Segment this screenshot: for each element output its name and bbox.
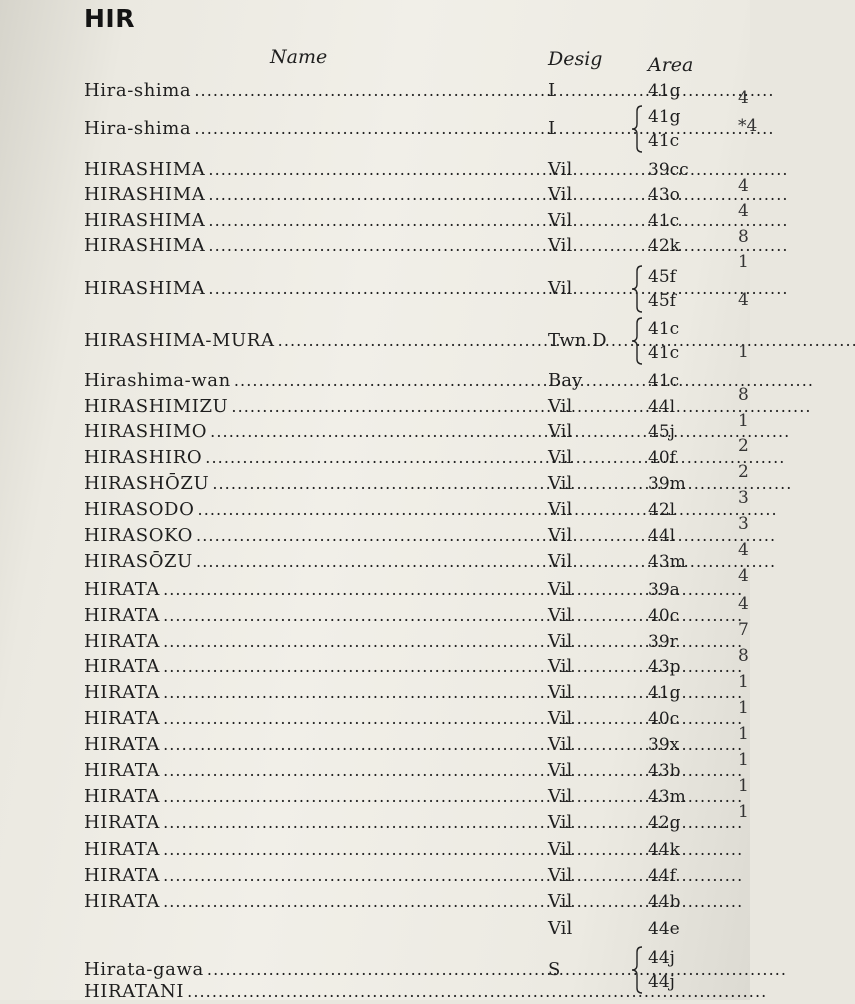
entry-area-group xyxy=(648,105,681,153)
cut-off-column-fragment: *4 xyxy=(738,116,758,136)
entry-area: 42l xyxy=(648,500,676,520)
entry-name: HIRATA . . . xyxy=(84,733,524,757)
entry-name: HIRASHIMA . . . xyxy=(84,158,524,182)
entry-designation: I xyxy=(548,118,556,139)
entry-name: HIRASODO . . . xyxy=(84,498,524,522)
cut-off-column-fragment: 2 xyxy=(738,436,749,456)
entry-name: HIRATA . . . xyxy=(84,864,524,888)
cut-off-column-fragment: 1 xyxy=(738,750,749,770)
entry-designation: Twn D xyxy=(548,330,607,351)
entry-area: 41c xyxy=(648,211,680,231)
entry-area: 44j xyxy=(648,972,675,992)
entry-area: 40f xyxy=(648,448,676,468)
entry-designation: Vil xyxy=(548,396,573,417)
entry-area: 44j xyxy=(648,948,675,968)
cut-off-column-fragment: 2 xyxy=(738,462,749,482)
entry-area: 44b xyxy=(648,892,681,912)
entry-designation: I xyxy=(548,80,556,101)
entry-name: HIRASHIRO . . . xyxy=(84,446,524,470)
entry-name: HIRASHŌZU . . . xyxy=(84,472,524,496)
cut-off-column-fragment: 1 xyxy=(738,672,749,692)
entry-designation: Vil xyxy=(548,447,573,468)
cut-off-column-fragment: 1 xyxy=(738,698,749,718)
entry-designation: Vil xyxy=(548,525,573,546)
entry-name: Hirashima-wan . . . xyxy=(84,369,524,393)
cut-off-column-fragment: 4 xyxy=(738,201,749,221)
entry-designation: Vil xyxy=(548,918,573,939)
entry-designation: Vil xyxy=(548,605,573,626)
entry-area: 39r xyxy=(648,632,678,652)
entry-area: 43b xyxy=(648,761,681,781)
entry-area: 42g xyxy=(648,813,681,833)
entry-designation: Vil xyxy=(548,891,573,912)
entry-area: 45f xyxy=(648,291,676,311)
entry-designation: Vil xyxy=(548,656,573,677)
entry-area: 42k xyxy=(648,236,680,256)
entry-name: HIRASHIMA . . . xyxy=(84,234,524,258)
entry-name: Hirata-gawa . . . xyxy=(84,958,524,982)
entry-designation: Vil xyxy=(548,473,573,494)
entry-designation: Vil xyxy=(548,551,573,572)
entry-area: 43o xyxy=(648,185,680,205)
entry-area: 41c xyxy=(648,343,680,363)
cut-off-column-fragment: 4 xyxy=(738,594,749,614)
entry-designation: Vil xyxy=(548,708,573,729)
cut-off-column-fragment: 1 xyxy=(738,252,749,272)
entry-name: HIRATA . . . xyxy=(84,604,524,628)
cut-off-column-fragment: 3 xyxy=(738,514,749,534)
entry-designation: Vil xyxy=(548,210,573,231)
entry-name: HIRASHIMIZU . . . xyxy=(84,395,524,419)
entry-area: 44k xyxy=(648,840,680,860)
entry-area: 44e xyxy=(648,919,680,939)
entry-area: 39cc xyxy=(648,160,689,180)
entry-area-group xyxy=(648,265,676,313)
cut-off-column-fragment: 1 xyxy=(738,802,749,822)
cut-off-column-fragment: 4 xyxy=(738,176,749,196)
cut-off-column-fragment: 1 xyxy=(738,411,749,431)
entry-name: HIRATA . . . xyxy=(84,838,524,862)
entry-designation: Vil xyxy=(548,159,573,180)
entry-designation: Vil xyxy=(548,184,573,205)
entry-designation: Vil xyxy=(548,579,573,600)
entry-designation: Vil xyxy=(548,631,573,652)
entry-area: 39x xyxy=(648,735,680,755)
cut-off-column-fragment: 4 xyxy=(738,88,749,108)
cut-off-column-fragment: 4 xyxy=(738,290,749,310)
entry-area: 45f xyxy=(648,267,676,287)
column-header-area: Area xyxy=(648,54,694,76)
entry-area: 41g xyxy=(648,683,681,703)
entry-name: HIRATA . . . xyxy=(84,681,524,705)
entry-name: Hira-shima . . . xyxy=(84,117,524,141)
entry-name: HIRASHIMA . . . xyxy=(84,183,524,207)
cut-off-column-fragment: 7 xyxy=(738,620,749,640)
entry-name: HIRATA . . . xyxy=(84,811,524,835)
entry-name: HIRASHIMA . . . xyxy=(84,277,524,301)
entry-name: Hira-shima . . . xyxy=(84,79,524,103)
entry-area: 45j xyxy=(648,422,675,442)
entry-area: 44l xyxy=(648,526,676,546)
area-brace xyxy=(630,104,644,154)
entry-designation: Vil xyxy=(548,278,573,299)
entry-designation: Vil xyxy=(548,734,573,755)
entry-area: 41c xyxy=(648,131,680,151)
entry-name: HIRASHIMO . . . xyxy=(84,420,524,444)
entry-name: HIRASŌZU . . . xyxy=(84,550,524,574)
entry-area: 40c xyxy=(648,709,680,729)
entry-area: 43p xyxy=(648,657,681,677)
entry-area: 41c xyxy=(648,371,680,391)
cut-off-column-fragment: 8 xyxy=(738,646,749,666)
entry-designation: S xyxy=(548,959,561,980)
entry-name: HIRATA . . . xyxy=(84,655,524,679)
cut-off-column-fragment: 1 xyxy=(738,776,749,796)
entry-area: 44l xyxy=(648,397,676,417)
entry-designation: Vil xyxy=(548,235,573,256)
page-header-title: HIR xyxy=(84,4,135,33)
cut-off-column-fragment: 3 xyxy=(738,488,749,508)
entry-area: 40c xyxy=(648,606,680,626)
entry-designation: Vil xyxy=(548,865,573,886)
entry-name: HIRATA . . . xyxy=(84,890,524,914)
entry-name: HIRATA . . . xyxy=(84,578,524,602)
entry-name: HIRATA . . . xyxy=(84,785,524,809)
entry-area: 41g xyxy=(648,81,681,101)
entry-name: HIRASOKO . . . xyxy=(84,524,524,548)
entry-name: HIRASHIMA . . . xyxy=(84,209,524,233)
cut-off-column-fragment: 4 xyxy=(738,566,749,586)
entry-name: HIRATA . . . xyxy=(84,630,524,654)
cut-off-column-fragment: 1 xyxy=(738,342,749,362)
entry-area-group xyxy=(648,317,679,365)
cut-off-column-fragment: 4 xyxy=(738,540,749,560)
entry-name: HIRATANI . . . xyxy=(84,980,524,1004)
entry-area: 41g xyxy=(648,107,681,127)
entry-designation: Vil xyxy=(548,421,573,442)
entry-area: 44f xyxy=(648,866,676,886)
entry-designation: Vil xyxy=(548,812,573,833)
column-header-name: Name xyxy=(270,46,328,68)
entry-area: 41c xyxy=(648,319,680,339)
area-brace xyxy=(630,316,644,366)
cut-off-column-fragment: 8 xyxy=(738,385,749,405)
area-brace xyxy=(630,264,644,314)
entry-area: 43m xyxy=(648,787,686,807)
column-header-desig: Desig xyxy=(548,48,603,70)
entry-name: HIRATA . . . xyxy=(84,759,524,783)
cut-off-column-fragment: 1 xyxy=(738,724,749,744)
entry-designation: Vil xyxy=(548,786,573,807)
entry-designation: Vil xyxy=(548,760,573,781)
entry-area: 39m xyxy=(648,474,686,494)
entry-designation: Vil xyxy=(548,499,573,520)
entry-designation: Bay xyxy=(548,370,583,391)
entry-designation: Vil xyxy=(548,682,573,703)
entry-name: HIRATA . . . xyxy=(84,707,524,731)
entry-designation: Vil xyxy=(548,839,573,860)
entry-area: 39a xyxy=(648,580,680,600)
entry-area: 43m xyxy=(648,552,686,572)
cut-off-column-fragment: 8 xyxy=(738,227,749,247)
entry-name: HIRASHIMA-MURA . . . xyxy=(84,329,524,353)
